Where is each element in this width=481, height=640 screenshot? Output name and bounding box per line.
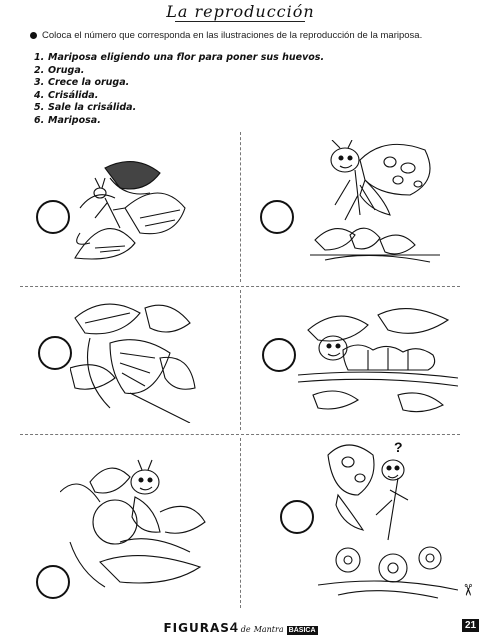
step-number: 5. bbox=[34, 102, 45, 113]
vertical-divider bbox=[240, 438, 241, 608]
brand-de: de bbox=[240, 625, 251, 634]
answer-circle[interactable] bbox=[260, 200, 294, 234]
step-number: 4. bbox=[34, 89, 45, 101]
instruction-text: Coloca el número que corresponda en las ilustraciones de la reproducción de la mariposa. bbox=[42, 30, 423, 41]
step-text: Mariposa eligiendo una flor para poner sus huevos. bbox=[48, 52, 325, 63]
brand-tag: BÁSICA bbox=[288, 627, 316, 634]
step-item bbox=[34, 102, 324, 115]
brand-publisher: Mantra bbox=[253, 625, 284, 634]
step-item bbox=[34, 77, 324, 90]
title-underline bbox=[175, 21, 305, 22]
step-item bbox=[34, 65, 324, 78]
answer-circle[interactable] bbox=[38, 336, 72, 370]
butterfly-laying-eggs-illustration bbox=[65, 148, 195, 268]
butterfly-with-flowers-illustration bbox=[318, 440, 458, 600]
horizontal-divider bbox=[20, 434, 460, 435]
step-number: 3. bbox=[34, 77, 45, 88]
step-item bbox=[34, 52, 324, 65]
page-title: La reproducción bbox=[166, 2, 315, 21]
answer-circle[interactable] bbox=[36, 200, 70, 234]
answer-circle[interactable] bbox=[36, 565, 70, 599]
chrysalis-illustration bbox=[70, 298, 200, 423]
brand-number: 4 bbox=[229, 619, 238, 635]
step-text: Mariposa. bbox=[48, 114, 101, 126]
step-text: Sale la crisálida. bbox=[48, 102, 137, 113]
step-item bbox=[34, 115, 324, 128]
step-text: Oruga. bbox=[48, 64, 85, 76]
horizontal-divider bbox=[20, 286, 460, 287]
instruction bbox=[30, 30, 470, 41]
steps-list bbox=[34, 52, 324, 127]
brand-name: FIGURAS bbox=[163, 621, 230, 635]
step-item bbox=[34, 90, 324, 103]
scissors-icon: ✂ bbox=[458, 583, 476, 597]
emerging-butterfly-illustration bbox=[60, 452, 210, 592]
answer-circle[interactable] bbox=[280, 500, 314, 534]
vertical-divider bbox=[240, 290, 241, 430]
bullet-icon bbox=[30, 32, 37, 39]
answer-circle[interactable] bbox=[262, 338, 296, 372]
step-text: Crisálida. bbox=[48, 89, 99, 101]
step-number: 6. bbox=[34, 114, 45, 126]
step-number: 1. bbox=[34, 52, 45, 63]
butterfly-on-flower-illustration bbox=[300, 140, 450, 270]
footer-brand bbox=[0, 619, 481, 635]
page-number: 21 bbox=[462, 619, 479, 632]
vertical-divider bbox=[240, 132, 241, 282]
caterpillar-illustration bbox=[298, 300, 458, 415]
step-number: 2. bbox=[34, 64, 45, 76]
question-mark: ? bbox=[394, 440, 403, 455]
step-text: Crece la oruga. bbox=[48, 77, 130, 88]
